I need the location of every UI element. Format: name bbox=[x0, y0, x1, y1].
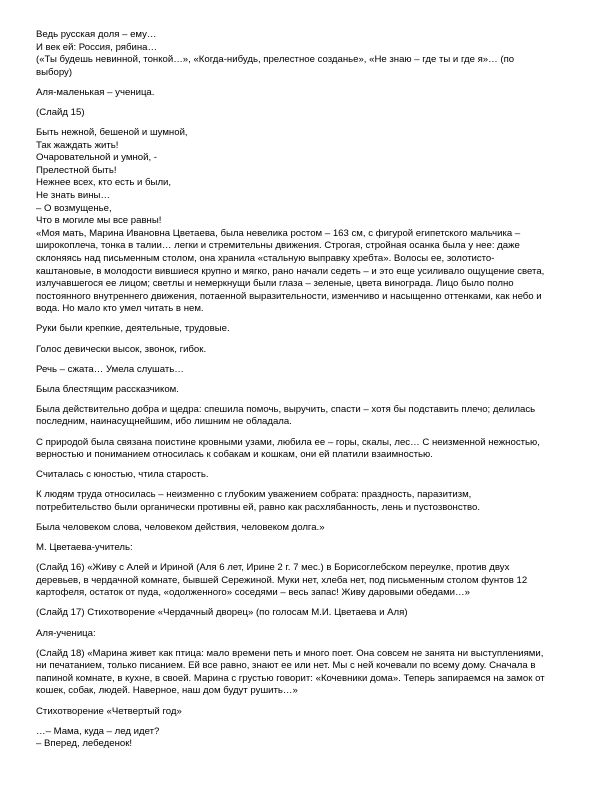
text-line: Аля-маленькая – ученица. bbox=[36, 86, 155, 98]
poem-block bbox=[36, 127, 581, 228]
labor-paragraph bbox=[36, 489, 581, 514]
poem-line: Нежнее всех, кто есть и были, bbox=[36, 177, 172, 189]
text-line: потребительство были органически противны ей, равно как расхлябанность, лень и пустозвонство. bbox=[36, 501, 481, 513]
text-line: («Ты будешь невинной, тонкой…», «Когда-нибудь, прелестное созданье», «Не знаю – где ты и где я»… (по bbox=[36, 54, 515, 66]
text-line: С природой была связана поистине кровными узами, любила ее – горы, скалы, лес… С неизменной нежностью, bbox=[36, 436, 540, 448]
poem-line: – Вперед, лебеденок! bbox=[36, 738, 133, 750]
text-line: И век ей: Россия, рябина… bbox=[36, 41, 158, 53]
text-line: излучавшегося ее лицом; светлы и немеркнущи были глаза – зеленые, цвета винограда. Лицо было полно bbox=[36, 278, 514, 290]
text-line: «Моя мать, Марина Ивановна Цветаева, была невелика ростом – 163 см, с фигурой египетского мальчика – bbox=[36, 227, 521, 239]
slide16-paragraph bbox=[36, 562, 581, 600]
speech-paragraph bbox=[36, 364, 581, 377]
text-line: К людям труда относилась – неизменно с глубоким уважением собрата: праздность, паразитизм, bbox=[36, 489, 472, 501]
poem-line: Быть нежной, бешеной и шумной, bbox=[36, 127, 188, 139]
slide18-paragraph bbox=[36, 648, 581, 698]
text-line: Была действительно добра и щедра: спешила помочь, выручить, спасти – хотя бы подставить плечо; делилась bbox=[36, 403, 536, 415]
intro-paragraph bbox=[36, 29, 581, 79]
storyteller-paragraph bbox=[36, 384, 581, 397]
final-poem-block bbox=[36, 726, 581, 751]
alya-small-paragraph bbox=[36, 87, 581, 100]
text-line: Руки были крепкие, деятельные, трудовые. bbox=[36, 323, 230, 335]
hands-paragraph bbox=[36, 323, 581, 336]
text-line: Аля-ученица: bbox=[36, 627, 96, 639]
text-line: верностью и пониманием относилась к собакам и кошкам, они ей платили взаимностью. bbox=[36, 449, 433, 461]
text-line: Была блестящим рассказчиком. bbox=[36, 383, 179, 395]
text-line: кошек, собак, людей. Наверное, наш дом будут рушить…» bbox=[36, 685, 298, 697]
text-line: последним, наинасущнейшим, ибо лишним не обладала. bbox=[36, 416, 292, 428]
text-line: склоняясь над письменным столом, она хранила «стальную выправку хребта». Волосы ее, золотисто- bbox=[36, 253, 495, 264]
text-line: папиной комнате, в кухне, в своей. Марина с грустью говорит: «Кочевники дома». Теперь запираемся на замок от bbox=[36, 672, 545, 684]
text-line: деревьев, в чердачной комнате, бывшей Сережиной. Муки нет, хлеба нет, под письменным столом фунтов 12 bbox=[36, 574, 528, 586]
slide17-paragraph bbox=[36, 607, 581, 620]
text-line: Считалась с юностью, чтила старость. bbox=[36, 469, 209, 481]
alya-student-heading bbox=[36, 628, 581, 641]
document-page bbox=[36, 29, 581, 751]
kindness-paragraph bbox=[36, 404, 581, 429]
text-line: (Слайд 18) «Марина живет как птица: мало времени петь и много поет. Она совсем не занята ни выступлениями, bbox=[36, 647, 544, 659]
poem-line: Очаровательной и умной, - bbox=[36, 152, 157, 164]
voice-paragraph bbox=[36, 344, 581, 357]
slide15-paragraph bbox=[36, 107, 581, 120]
poem-line: Не знать вины… bbox=[36, 190, 111, 202]
youth-paragraph bbox=[36, 469, 581, 482]
text-line: картофеля, остаток от пуда, «одолженного» соседями – весь запас! Живу даровыми обедами…» bbox=[36, 587, 470, 599]
text-line: (Слайд 15) bbox=[36, 106, 85, 118]
poem-line: …– Мама, куда – лед идет? bbox=[36, 725, 160, 737]
text-line: Стихотворение «Четвертый год» bbox=[36, 705, 182, 717]
text-line: ни печатанием, только писанием. Ей все равно, знают ее или нет. Мы с ней кочевали по всему дому. Сначала в bbox=[36, 660, 536, 672]
poem-line: Так жаждать жить! bbox=[36, 139, 119, 151]
text-line: Ведь русская доля – ему… bbox=[36, 29, 157, 40]
nature-paragraph bbox=[36, 437, 581, 462]
text-line: (Слайд 16) «Живу с Алей и Ириной (Аля 6 лет, Ирине 2 г. 7 мес.) в Борисоглебском переулке, против двух bbox=[36, 562, 510, 574]
text-line: вода. Но мало кто умел читать в нем. bbox=[36, 303, 204, 315]
text-line: Речь – сжата… Умела слушать… bbox=[36, 363, 184, 375]
text-line: широкоплеча, тонка в талии… легки и стремительны движения. Строгая, стройная осанка была у нее: даже bbox=[36, 240, 520, 252]
poem-title-paragraph bbox=[36, 706, 581, 719]
teacher-heading bbox=[36, 542, 581, 555]
poem-line: Прелестной быть! bbox=[36, 164, 117, 176]
text-line: Была человеком слова, человеком действия, человеком долга.» bbox=[36, 522, 325, 533]
text-line: каштановые, в молодости вившиеся крупно и мягко, рано начали седеть – и это еще усиливало ощущение света, bbox=[36, 265, 545, 277]
text-line: (Слайд 17) Стихотворение «Чердачный дворец» (по голосам М.И. Цветаева и Аля) bbox=[36, 607, 408, 619]
poem-line: – О возмущенье, bbox=[36, 202, 112, 214]
text-line: Голос девически высок, звонок, гибок. bbox=[36, 343, 207, 355]
poem-line: Что в могиле мы все равны! bbox=[36, 215, 162, 227]
text-line: М. Цветаева-учитель: bbox=[36, 542, 133, 554]
text-line: постоянного внутреннего движения, потаенной выразительности, изменчиво и насыщенно оттенками, как небо и bbox=[36, 290, 542, 302]
text-line: выбору) bbox=[36, 66, 73, 78]
quote-paragraph bbox=[36, 228, 581, 316]
word-paragraph bbox=[36, 522, 581, 535]
